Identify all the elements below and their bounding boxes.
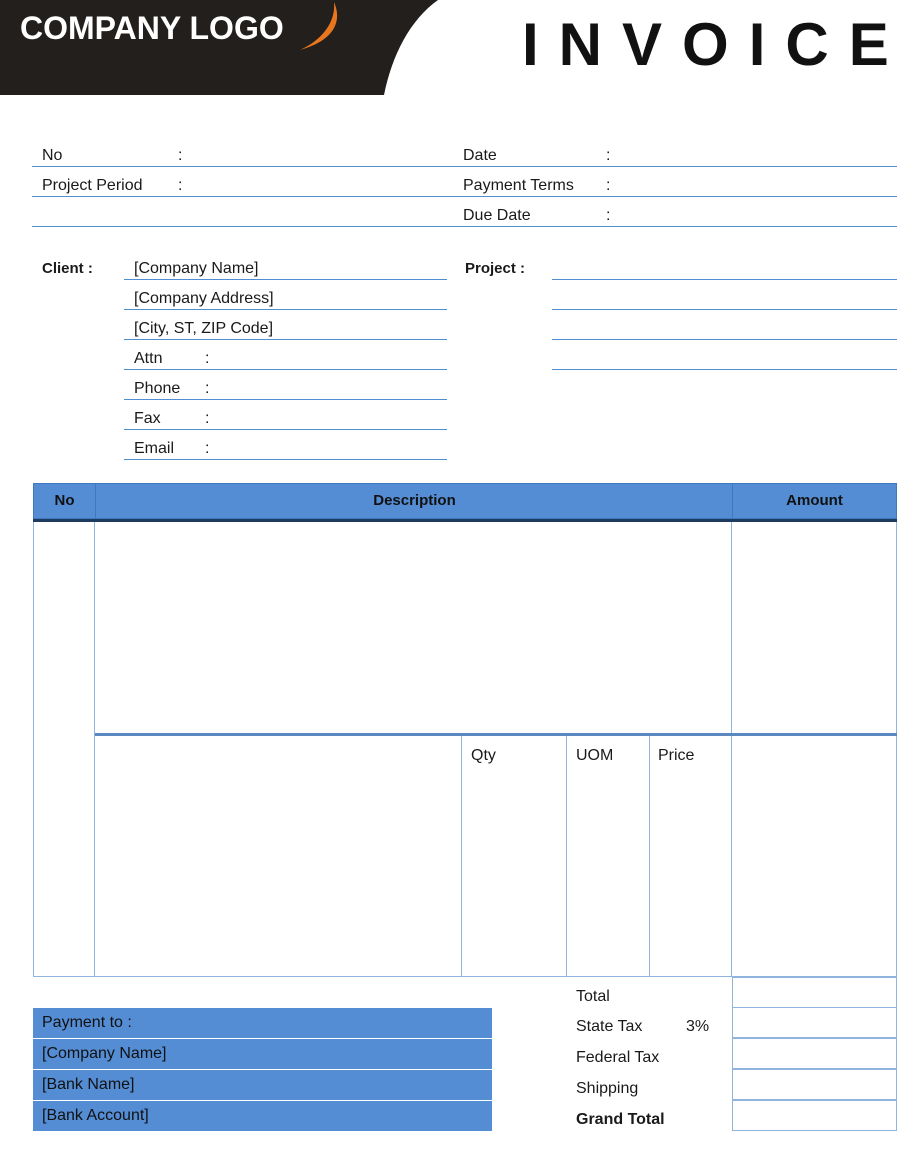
client-line-7 [124, 459, 447, 460]
payment-terms-colon: : [606, 177, 611, 194]
client-company-name: [Company Name] [134, 260, 259, 277]
fax-label: Fax [134, 410, 161, 427]
federal-tax-label: Federal Tax [576, 1049, 660, 1066]
payment-bank-name: [Bank Name] [33, 1070, 492, 1100]
federal-tax-value-box[interactable] [732, 1038, 897, 1069]
project-line-4 [552, 369, 897, 370]
no-colon: : [178, 147, 183, 164]
payment-company-name: [Company Name] [33, 1039, 492, 1069]
col-amount-divider [731, 522, 732, 977]
info-line-3 [32, 226, 897, 227]
invoice-title: INVOICE [522, 11, 909, 78]
fax-colon: : [205, 410, 210, 427]
table-mid-rule [95, 733, 897, 736]
items-table-header [33, 483, 897, 519]
project-line-1 [552, 279, 897, 280]
company-logo: COMPANY LOGO [20, 10, 284, 46]
date-label: Date [463, 147, 497, 164]
info-line-1 [32, 166, 897, 167]
project-period-label: Project Period [42, 177, 143, 194]
payment-to-label: Payment to : [33, 1008, 492, 1038]
client-line-1 [124, 279, 447, 280]
email-label: Email [134, 440, 175, 457]
phone-label: Phone [134, 380, 181, 397]
client-label: Client : [42, 260, 93, 277]
col-amount-header: Amount [732, 484, 896, 518]
project-line-3 [552, 339, 897, 340]
grand-total-value-box[interactable] [732, 1100, 897, 1131]
client-line-5 [124, 399, 447, 400]
payment-terms-label: Payment Terms [463, 177, 574, 194]
attn-label: Attn [134, 350, 163, 367]
email-colon: : [205, 440, 210, 457]
state-tax-label: State Tax [576, 1018, 643, 1035]
project-period-colon: : [178, 177, 183, 194]
date-colon: : [606, 147, 611, 164]
project-label: Project : [465, 260, 526, 277]
col-price-divider [649, 736, 650, 977]
col-no-header: No [54, 492, 75, 509]
col-description-header: Description [95, 484, 733, 518]
no-label: No [42, 147, 63, 164]
project-line-2 [552, 309, 897, 310]
col-qty-divider [461, 736, 462, 977]
state-tax-rate: 3% [686, 1018, 710, 1035]
col-uom-divider [566, 736, 567, 977]
client-city: [City, ST, ZIP Code] [134, 320, 274, 337]
col-qty-label: Qty [471, 747, 496, 764]
client-company-address: [Company Address] [134, 290, 274, 307]
due-date-colon: : [606, 207, 611, 224]
shipping-label: Shipping [576, 1080, 639, 1097]
due-date-label: Due Date [463, 207, 531, 224]
payment-bank-account: [Bank Account] [33, 1101, 492, 1131]
phone-colon: : [205, 380, 210, 397]
col-no-divider [94, 522, 95, 977]
info-line-2 [32, 196, 897, 197]
total-value-box[interactable] [732, 977, 897, 1008]
client-line-2 [124, 309, 447, 310]
attn-colon: : [205, 350, 210, 367]
client-line-6 [124, 429, 447, 430]
state-tax-value-box[interactable] [732, 1007, 897, 1038]
shipping-value-box[interactable] [732, 1069, 897, 1100]
col-price-label: Price [658, 747, 695, 764]
total-label: Total [576, 988, 610, 1005]
items-table-body [33, 522, 897, 977]
col-uom-label: UOM [576, 747, 614, 764]
client-line-3 [124, 339, 447, 340]
client-line-4 [124, 369, 447, 370]
grand-total-label: Grand Total [576, 1111, 665, 1128]
